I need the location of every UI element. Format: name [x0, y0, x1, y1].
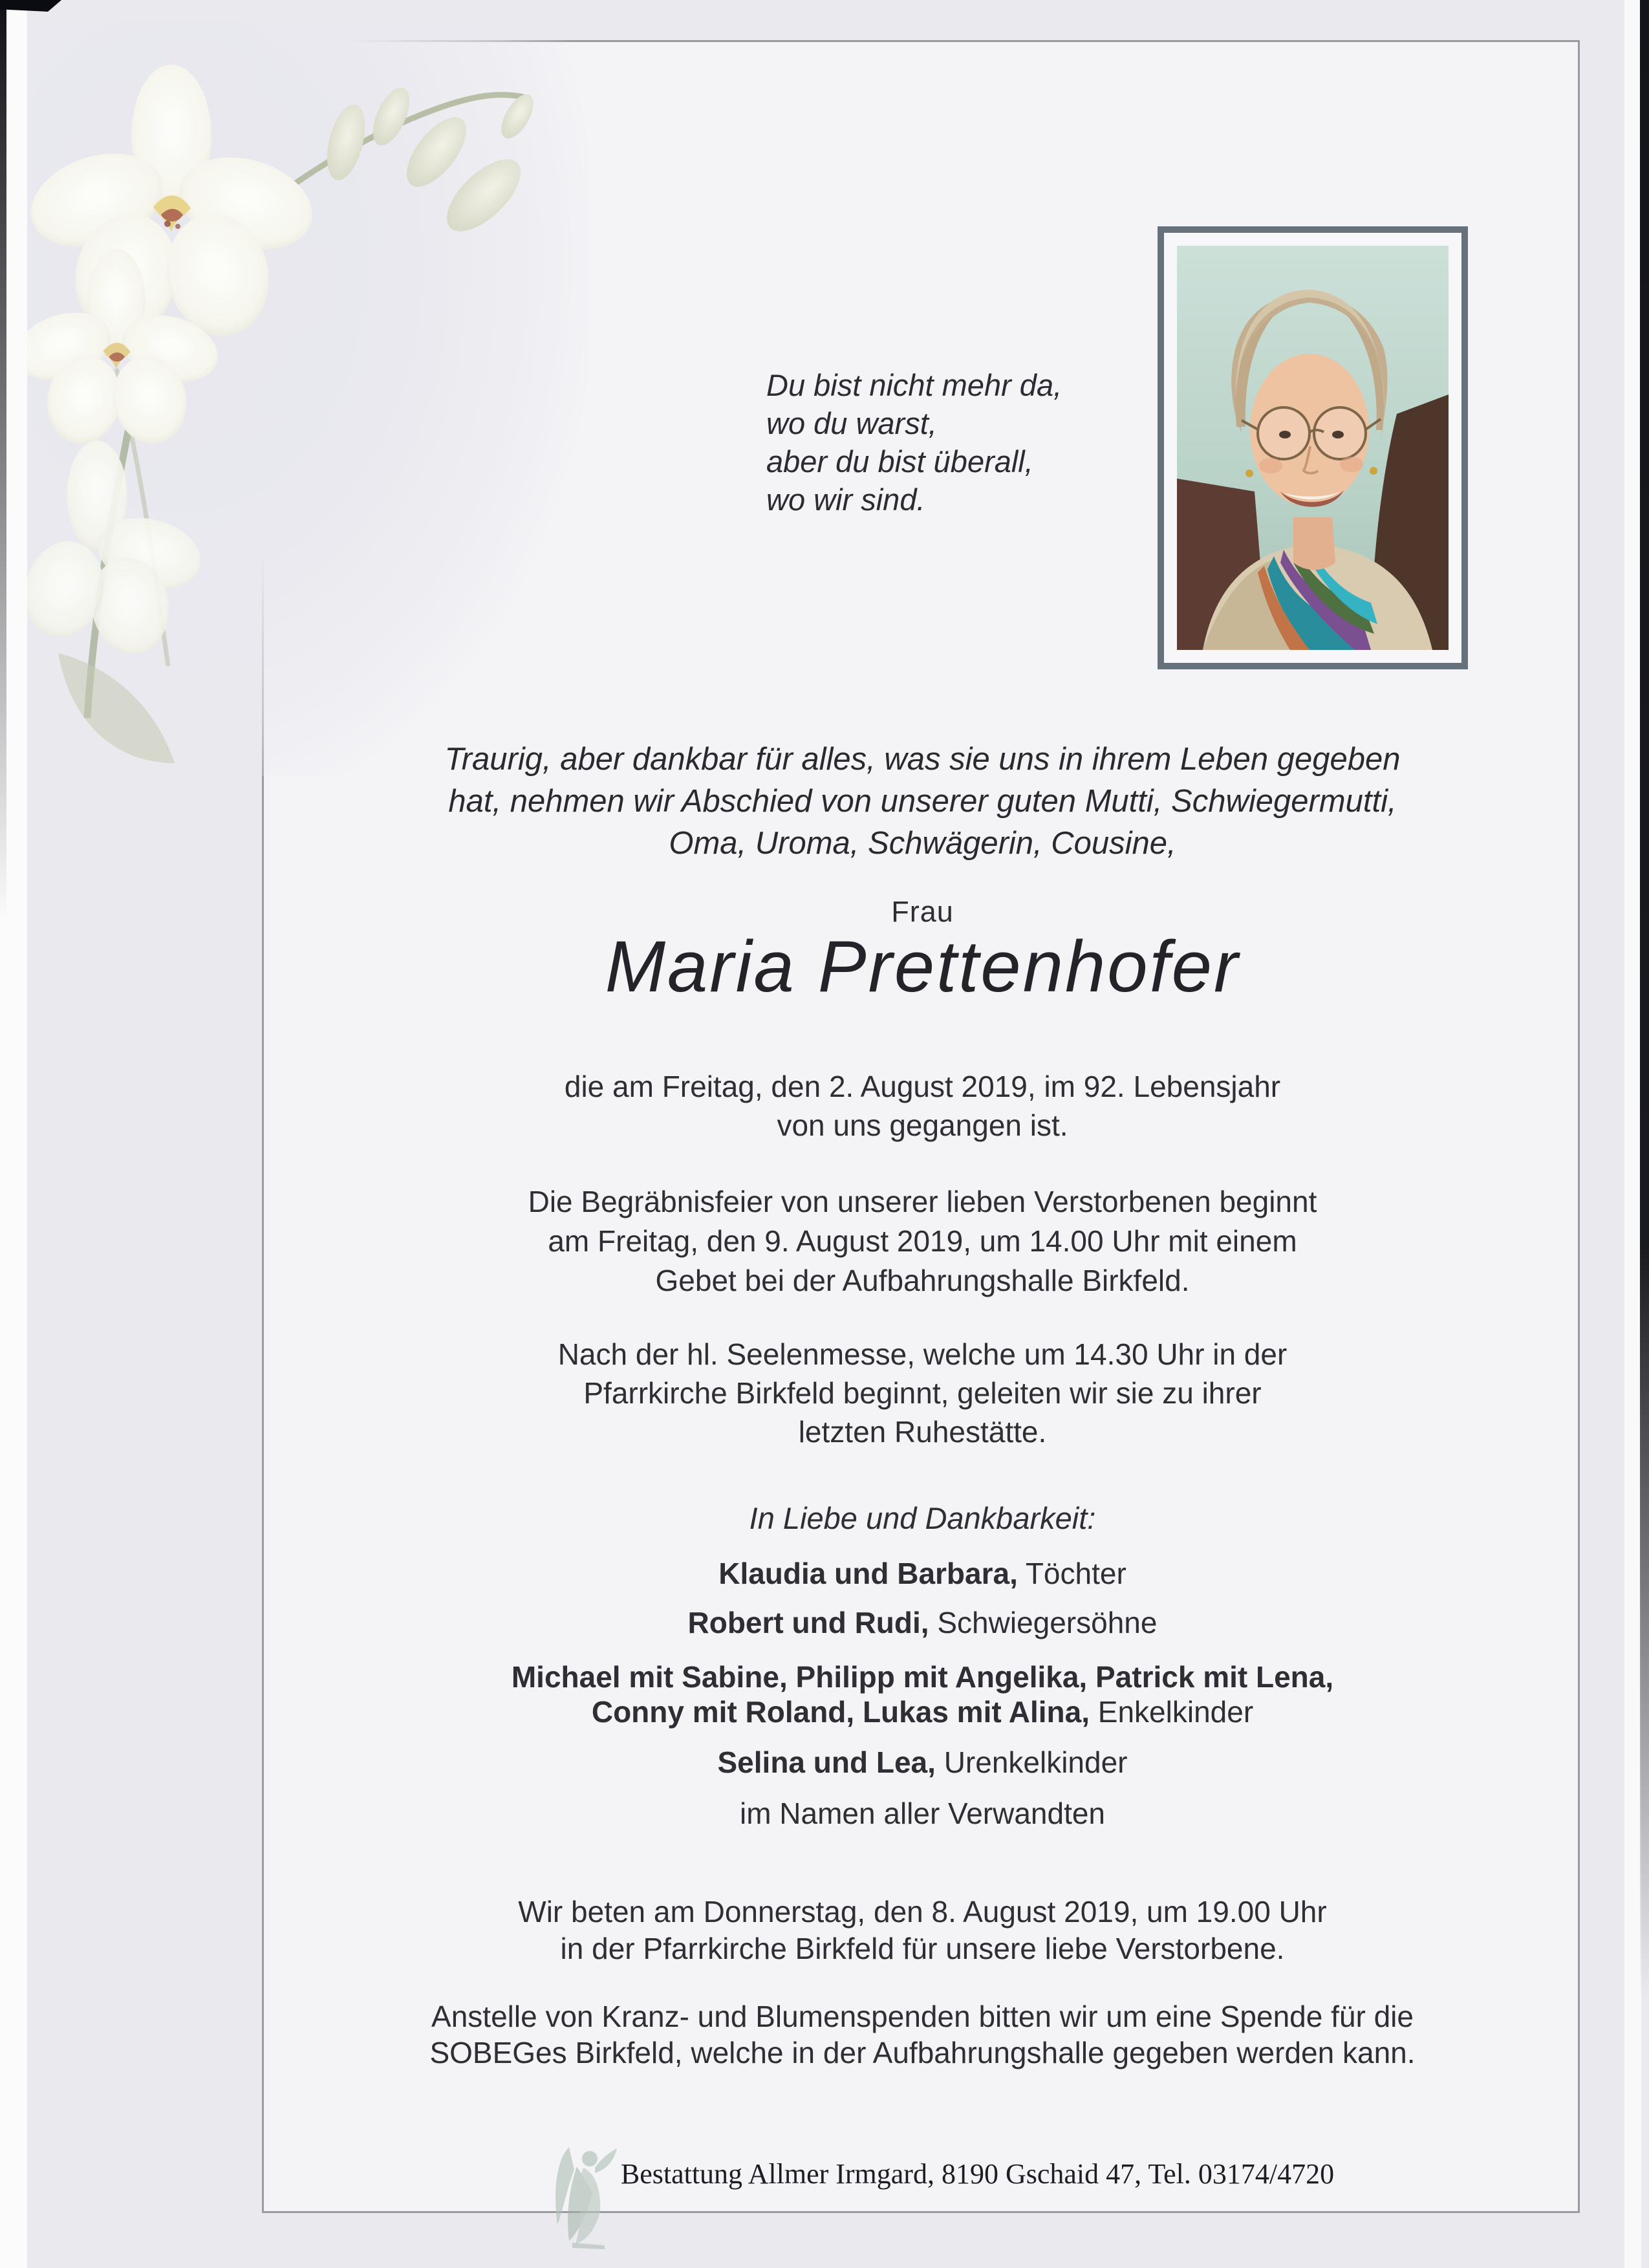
intro-line: hat, nehmen wir Abschied von unserer guten Mutti, Schwiegermutti,	[448, 784, 1397, 819]
prayer-line: Wir beten am Donnerstag, den 8. August 2019, um 19.00 Uhr	[518, 1895, 1327, 1928]
intro-line: Oma, Uroma, Schwägerin, Cousine,	[669, 826, 1176, 861]
salutation: Frau	[891, 895, 954, 928]
mourner-names: Conny mit Roland, Lukas mit Alina,	[591, 1695, 1090, 1729]
mourner-relation: Urenkelkinder	[935, 1745, 1128, 1779]
poem-line: aber du bist überall,	[766, 444, 1033, 479]
mass-line: Pfarrkirche Birkfeld beginnt, geleiten wir sie zu ihrer	[583, 1376, 1262, 1410]
mourner-relation: Schwiegersöhne	[929, 1606, 1158, 1639]
scan-edge-right	[1624, 0, 1641, 2268]
mourner-relation: Enkelkinder	[1090, 1695, 1254, 1729]
scan-edge-left-dark	[0, 0, 6, 970]
poem-line: wo wir sind.	[766, 482, 925, 517]
mass-info	[262, 1335, 1583, 1451]
death-line: von uns gegangen ist.	[777, 1108, 1068, 1142]
donation-info	[262, 1998, 1583, 2071]
funeral-home-angel-logo	[550, 2134, 627, 2251]
mourner-names: Michael mit Sabine, Philipp mit Angelika, Patrick mit Lena,	[511, 1660, 1334, 1694]
intro-paragraph	[262, 739, 1583, 865]
mourner-relation: Töchter	[1017, 1557, 1126, 1590]
funeral-info	[262, 1182, 1583, 1301]
prayer-info	[262, 1894, 1583, 1967]
mass-line: letzten Ruhestätte.	[798, 1415, 1047, 1449]
scan-edge-right-dark	[1640, 0, 1649, 2268]
mourner-names: Selina und Lea,	[717, 1745, 936, 1779]
mourner-row	[262, 1556, 1583, 1591]
poem-line: wo du warst,	[766, 406, 937, 440]
mourner-names: Klaudia und Barbara,	[718, 1557, 1018, 1590]
donation-line: SOBEGes Birkfeld, welche in der Aufbahrungshalle gegeben werden kann.	[429, 2036, 1416, 2069]
funeral-line: Die Begräbnisfeier von unserer lieben Verstorbenen beginnt	[528, 1185, 1317, 1218]
mourner-row	[262, 1694, 1583, 1729]
death-info	[262, 1067, 1583, 1145]
death-line: die am Freitag, den 2. August 2019, im 92. Lebensjahr	[564, 1070, 1281, 1103]
funeral-line: Gebet bei der Aufbahrungshalle Birkfeld.	[655, 1264, 1190, 1297]
funeral-line: am Freitag, den 9. August 2019, um 14.00 Uhr mit einem	[548, 1224, 1297, 1258]
mass-line: Nach der hl. Seelenmesse, welche um 14.30 Uhr in der	[557, 1337, 1288, 1371]
mourner-row	[262, 1745, 1583, 1780]
portrait-photo	[1158, 226, 1468, 669]
poem-line: Du bist nicht mehr da,	[766, 368, 1062, 402]
closing-line: im Namen aller Verwandten	[739, 1797, 1106, 1830]
poem	[766, 366, 1062, 519]
mourner-names: Robert und Rudi,	[687, 1606, 929, 1639]
donation-line: Anstelle von Kranz- und Blumenspenden bitten wir um eine Spende für die	[431, 2000, 1414, 2033]
gratitude-heading: In Liebe und Dankbarkeit:	[749, 1501, 1096, 1535]
orchid-photo	[19, 19, 588, 776]
prayer-line: in der Pfarrkirche Birkfeld für unsere liebe Verstorbene.	[560, 1932, 1285, 1965]
mourner-row	[262, 1659, 1583, 1694]
funeral-home-footer: Bestattung Allmer Irmgard, 8190 Gschaid 47, Tel. 03174/4720	[620, 2158, 1335, 2190]
mourner-row	[262, 1605, 1583, 1640]
deceased-name: Maria Prettenhofer	[605, 926, 1240, 1007]
intro-line: Traurig, aber dankbar für alles, was sie uns in ihrem Leben gegeben	[444, 742, 1401, 777]
